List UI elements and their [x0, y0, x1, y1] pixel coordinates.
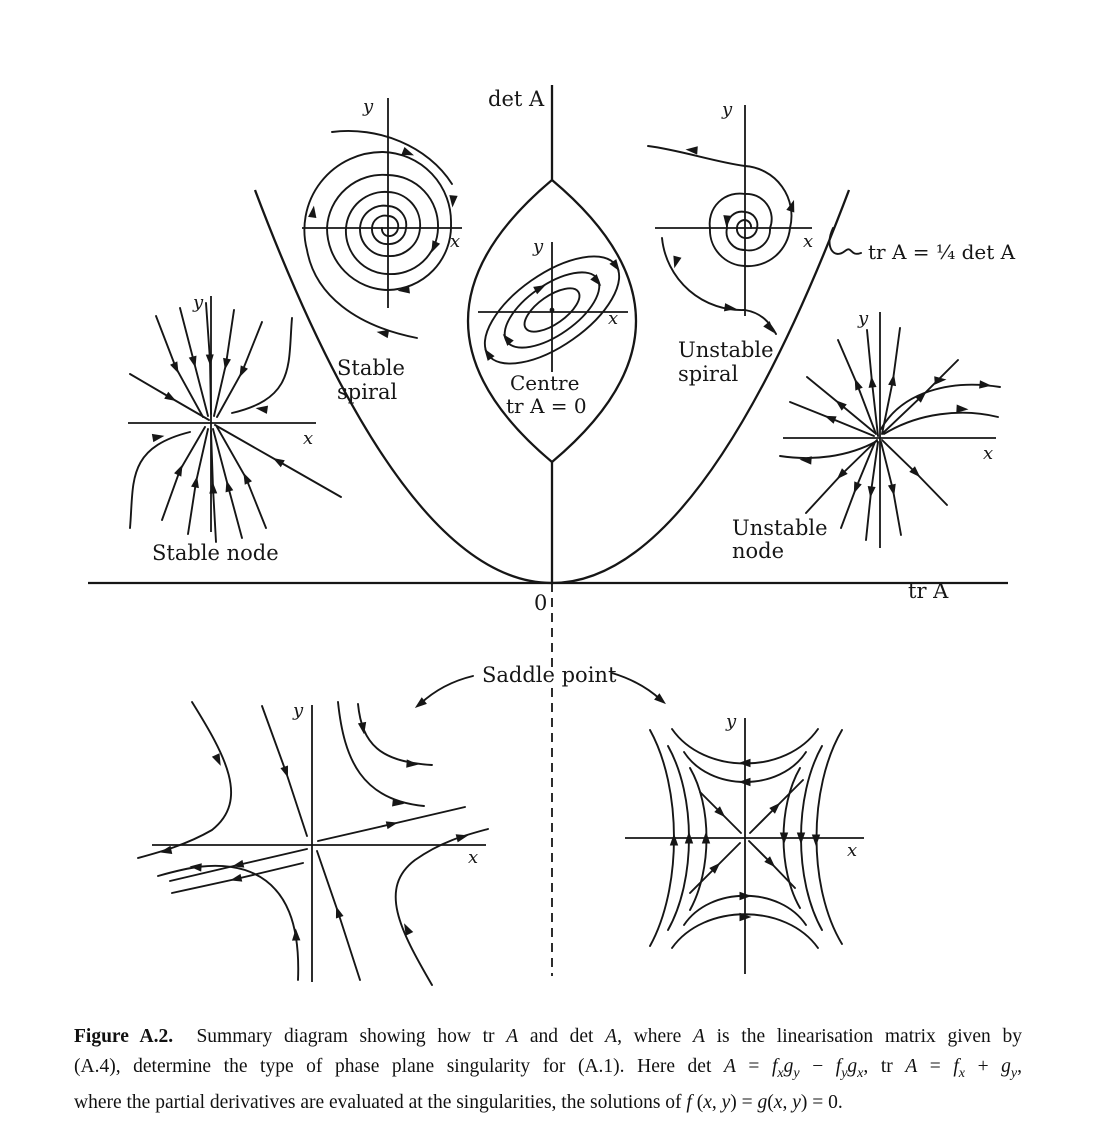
caption-line-3: where the partial derivatives are evaluated at the singularities, the solutions of f (x, y) = g(x, y) = 0.	[74, 1091, 843, 1113]
caption-line-2: (A.4), determine the type of phase plane singularity for (A.1). Here $\det A = f_xg_y - f_yg_x$, tr $A = f_x + g_y$,	[74, 1056, 1023, 1081]
stable-node-portrait	[128, 292, 341, 565]
unstable-spiral-portrait	[648, 99, 813, 386]
x-axis-letter: x	[983, 443, 994, 464]
y-axis-letter: y	[533, 236, 544, 257]
detA-axis-label: det A	[488, 87, 545, 111]
saddle-portrait-left	[138, 700, 488, 985]
parabola-leader-squiggle	[830, 228, 861, 254]
centre-portrait	[467, 236, 636, 418]
y-axis-letter: y	[363, 96, 374, 117]
x-axis-letter: x	[608, 308, 619, 329]
unstable-spiral-trajectories	[648, 145, 798, 335]
y-axis-letter: y	[193, 292, 204, 313]
saddle-left-trajectories	[138, 702, 488, 985]
x-axis-letter: x	[468, 847, 479, 868]
y-axis-letter: y	[293, 700, 304, 721]
unstable-node-label-line2: node	[732, 539, 785, 563]
saddle-portrait-right	[625, 711, 864, 974]
x-axis-letter: x	[803, 231, 814, 252]
unstable-node-trajectories	[780, 328, 1000, 540]
centre-label-line1: Centre	[510, 371, 580, 395]
y-axis-letter: y	[722, 99, 733, 120]
origin-label: 0	[534, 591, 548, 615]
x-axis-letter: x	[847, 840, 858, 861]
parabola-equation-label: tr A = ¼ det A	[868, 240, 1016, 264]
main-axes	[88, 85, 1008, 976]
figure-caption	[74, 1022, 1022, 1118]
y-axis-letter: y	[726, 711, 737, 732]
unstable-node-label-line1: Unstable	[732, 516, 828, 540]
saddle-arrow-right	[612, 673, 661, 700]
unstable-spiral-label-line2: spiral	[678, 362, 739, 386]
saddle-arrow-left	[420, 676, 473, 704]
trA-axis-label: tr A	[908, 579, 949, 603]
stable-spiral-trajectories	[304, 131, 457, 338]
saddle-point-label: Saddle point	[482, 663, 617, 687]
saddle-annotation	[412, 663, 668, 711]
stable-node-label: Stable node	[152, 541, 279, 565]
caption-line-1: Figure A.2. Summary diagram showing how tr A and det A, where A is the linearisation matrix given by	[74, 1026, 1022, 1047]
stable-spiral-label-line1: Stable	[337, 356, 405, 380]
centre-label-line2: tr A = 0	[506, 394, 587, 418]
x-axis-letter: x	[303, 428, 314, 449]
unstable-spiral-label-line1: Unstable	[678, 338, 774, 362]
x-axis-letter: x	[450, 231, 461, 252]
y-axis-letter: y	[858, 308, 869, 329]
stable-spiral-label-line2: spiral	[337, 380, 398, 404]
